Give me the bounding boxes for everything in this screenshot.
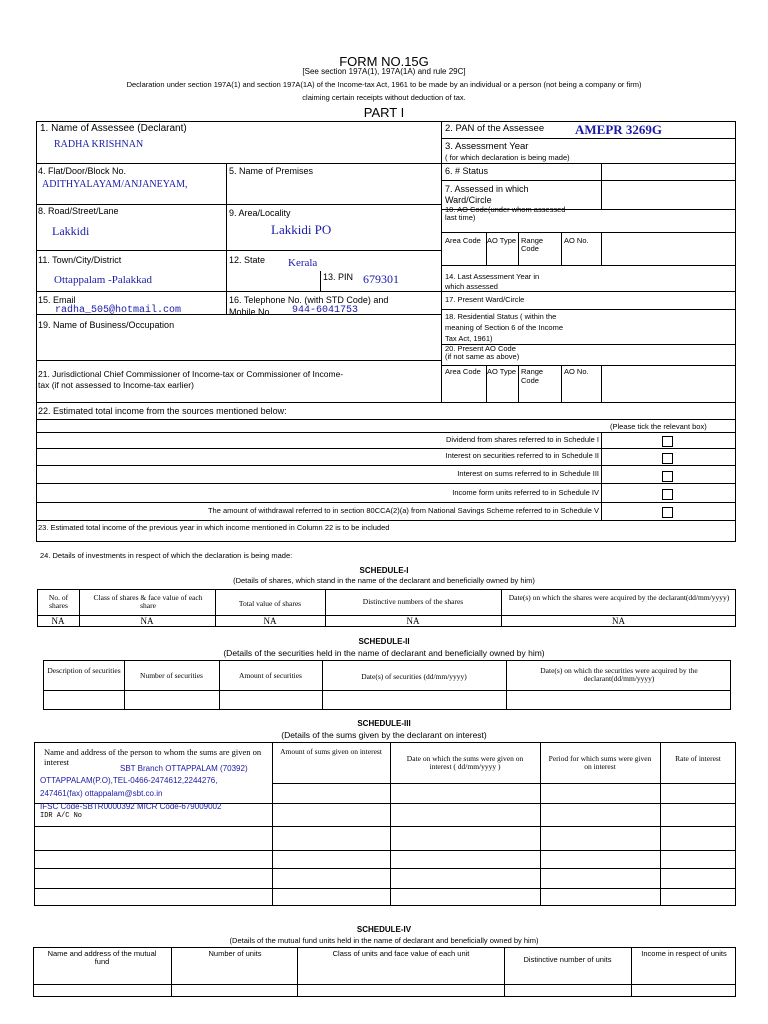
field-12-label: 12. State [229, 255, 266, 265]
field-21-label-2: tax (if not assessed to Income-tax earlier) [38, 380, 194, 390]
tick-box-units[interactable] [662, 489, 673, 500]
field-9-label: 9. Area/Locality [229, 208, 291, 218]
field-2-label: 2. PAN of the Assessee [445, 123, 545, 134]
section-24-label: 24. Details of investments in respect of which the declaration is being made: [40, 551, 293, 560]
field-16-label-1: 16. Telephone No. (with STD Code) and [229, 295, 389, 305]
ao-range-label-4: Code [521, 376, 539, 385]
income-row-securities: Interest on securities referred to in Schedule II [445, 451, 599, 460]
field-1-label: 1. Name of Assessee (Declarant) [40, 123, 187, 134]
income-row-dividend: Dividend from shares referred to in Schedule I [446, 435, 599, 444]
s3-bank-line-3[interactable]: 247461(fax) ottappalam@sbt.co.in [40, 789, 163, 798]
field-1-value[interactable]: RADHA KRISHNAN [54, 139, 144, 150]
declaration-line-2: claiming certain receipts without deduction of tax. [302, 93, 466, 102]
field-11-label: 11. Town/City/District [38, 255, 122, 265]
field-16-value[interactable]: 944-6041753 [292, 305, 359, 316]
ao-range-label-2: Code [521, 244, 539, 253]
field-16-label-2: Mobile No. [229, 307, 273, 317]
s1-cell-5: NA [612, 616, 625, 626]
field-14-label-2: which assessed [445, 282, 498, 291]
s2-header-description: Description of securities [47, 666, 121, 675]
s2-header-number: Number of securities [140, 671, 203, 680]
field-18-label-3: Tax Act, 1961) [445, 334, 493, 343]
ao-type-label-2: AO Type [487, 367, 517, 376]
field-4-value[interactable]: ADITHYALAYAM/ANJANEYAM, [42, 179, 188, 190]
field-7-label-2: Ward/Circle [445, 195, 492, 205]
s3-header-rate: Rate of interest [675, 754, 721, 763]
field-8-value[interactable]: Lakkidi [52, 224, 90, 238]
s3-header-period: Period for which sums were given on interest [548, 754, 652, 771]
s3-header-name: Name and address of the person to whom the sums are given on interest [44, 747, 262, 767]
part-heading: PART I [363, 105, 405, 120]
s1-cell-3: NA [263, 616, 277, 626]
s2-header-amount: Amount of securities [239, 671, 302, 680]
schedule-3-title: SCHEDULE-III [357, 719, 411, 728]
tick-box-securities[interactable] [662, 453, 673, 464]
field-12-value[interactable]: Kerala [288, 257, 318, 269]
field-10-label-2: last time) [445, 213, 476, 222]
field-7-label-1: 7. Assessed in which [445, 184, 529, 194]
declaration-line-1: Declaration under section 197A(1) and section 197A(1A) of the Income-tax Act, 1961 to be made by an individual or a person (not being a company or firm) [126, 80, 642, 89]
field-11-value[interactable]: Ottappalam -Palakkad [54, 274, 153, 286]
ao-range-label-1: Range [521, 236, 544, 245]
schedule-4-title: SCHEDULE-IV [356, 925, 412, 934]
s4-header-class: Class of units and face value of each unit [332, 949, 470, 958]
s1-header-no-shares: No. of shares [48, 593, 69, 610]
field-19-label: 19. Name of Business/Occupation [38, 320, 175, 330]
field-10-label-1: 10. AO Code(under whom assessed [445, 205, 566, 214]
field-18-label-1: 18. Residential Status ( within the [445, 312, 557, 321]
field-4-label: 4. Flat/Door/Block No. [38, 166, 127, 176]
s3-bank-line-2[interactable]: OTTAPPALAM(P.O),TEL-0466-2474612,2244276, [40, 776, 218, 785]
ao-area-code-label: Area Code [445, 236, 481, 245]
field-3-label: 3. Assessment Year [445, 141, 529, 152]
schedule-1-subtitle: (Details of shares, which stand in the name of the declarant and beneficially owned by him) [233, 576, 535, 585]
field-15-value[interactable]: radha_505@hotmail.com [55, 305, 182, 316]
tick-note: (Please tick the relevant box) [610, 422, 707, 431]
s4-header-number: Number of units [208, 949, 262, 958]
field-14-label-1: 14. Last Assessment Year in [445, 272, 540, 281]
ao-no-label: AO No. [564, 236, 589, 245]
field-5-label: 5. Name of Premises [229, 166, 314, 176]
field-22-label: 22. Estimated total income from the sources mentioned below: [38, 406, 287, 416]
s1-cell-1: NA [51, 616, 65, 626]
field-23-label: 23. Estimated total income of the previous year in which income mentioned in Column 22 is to be included [38, 523, 390, 532]
s3-header-date: Date on which the sums were given on interest ( dd/mm/yyyy ) [406, 754, 524, 771]
tick-box-sums[interactable] [662, 471, 673, 482]
s4-header-distinctive: Distinctive number of units [523, 955, 612, 964]
s3-bank-line-5: IDR A/C No [40, 812, 83, 820]
field-3-note: ( for which declaration is being made) [445, 153, 570, 162]
s1-cell-4: NA [406, 616, 420, 626]
s1-header-total: Total value of shares [238, 599, 302, 608]
field-6-label: 6. # Status [445, 166, 489, 176]
schedule-1-title: SCHEDULE-I [359, 566, 409, 575]
s1-header-class: Class of shares & face value of each share [93, 593, 203, 610]
s1-header-date: Date(s) on which the shares were acquired by the declarant(dd/mm/yyyy) [508, 593, 730, 602]
field-13-value[interactable]: 679301 [363, 272, 399, 286]
field-2-value[interactable]: AMEPR 3269G [575, 122, 663, 137]
s2-header-date: Date(s) of securities (dd/mm/yyyy) [361, 672, 467, 681]
s2-header-acquired: Date(s) on which the securities were acquired by the declarant(dd/mm/yyyy) [540, 666, 698, 683]
tick-box-dividend[interactable] [662, 436, 673, 447]
income-row-withdrawal: The amount of withdrawal referred to in section 80CCA(2)(a) from National Savings Scheme referred to in Schedule V [207, 506, 599, 515]
s4-header-income: Income in respect of units [641, 949, 727, 958]
schedule-4-subtitle: (Details of the mutual fund units held in the name of declarant and beneficially owned by him) [229, 936, 539, 945]
field-18-label-2: meaning of Section 6 of the Income [445, 323, 563, 332]
see-section-note: [See section 197A(1), 197A(1A) and rule 29C] [302, 67, 466, 76]
field-15-label: 15. Email [38, 295, 76, 305]
field-17-label: 17. Present Ward/Circle [445, 295, 525, 304]
field-20-label-1: 20. Present AO Code [445, 344, 516, 353]
schedule-2-title: SCHEDULE-II [358, 637, 410, 646]
schedule-2-subtitle: (Details of the securities held in the name of declarant and beneficially owned by him) [223, 648, 545, 658]
s3-header-amount: Amount of sums given on interest [280, 747, 382, 756]
ao-area-code-label-2: Area Code [445, 367, 481, 376]
s4-header-name: Name and address of the mutual fund [47, 949, 157, 966]
tick-box-withdrawal[interactable] [662, 507, 673, 518]
income-row-sums: Interest on sums referred to in Schedule III [457, 469, 599, 478]
ao-no-label-2: AO No. [564, 367, 589, 376]
field-20-label-2: (if not same as above) [445, 352, 520, 361]
field-13-label: 13. PIN [323, 272, 354, 282]
field-8-label: 8. Road/Street/Lane [38, 206, 119, 216]
s3-bank-line-1[interactable]: SBT Branch OTTAPPALAM (70392) [120, 764, 248, 773]
ao-type-label: AO Type [487, 236, 517, 245]
income-row-units: Income form units referred to in Schedule IV [452, 488, 599, 497]
s3-bank-line-4[interactable]: IFSC Code-SBTR0000392 MICR Code-679009002 [40, 802, 222, 811]
form-title: FORM NO.15G [339, 54, 429, 69]
ao-range-label-3: Range [521, 367, 544, 376]
field-9-value[interactable]: Lakkidi PO [271, 222, 332, 237]
s1-header-distinctive: Distinctive numbers of the shares [362, 597, 464, 606]
schedule-3-subtitle: (Details of the sums given by the declarant on interest) [281, 730, 487, 740]
field-21-label-1: 21. Jurisdictional Chief Commissioner of Income-tax or Commissioner of Income- [38, 369, 344, 379]
s1-cell-2: NA [140, 616, 154, 626]
